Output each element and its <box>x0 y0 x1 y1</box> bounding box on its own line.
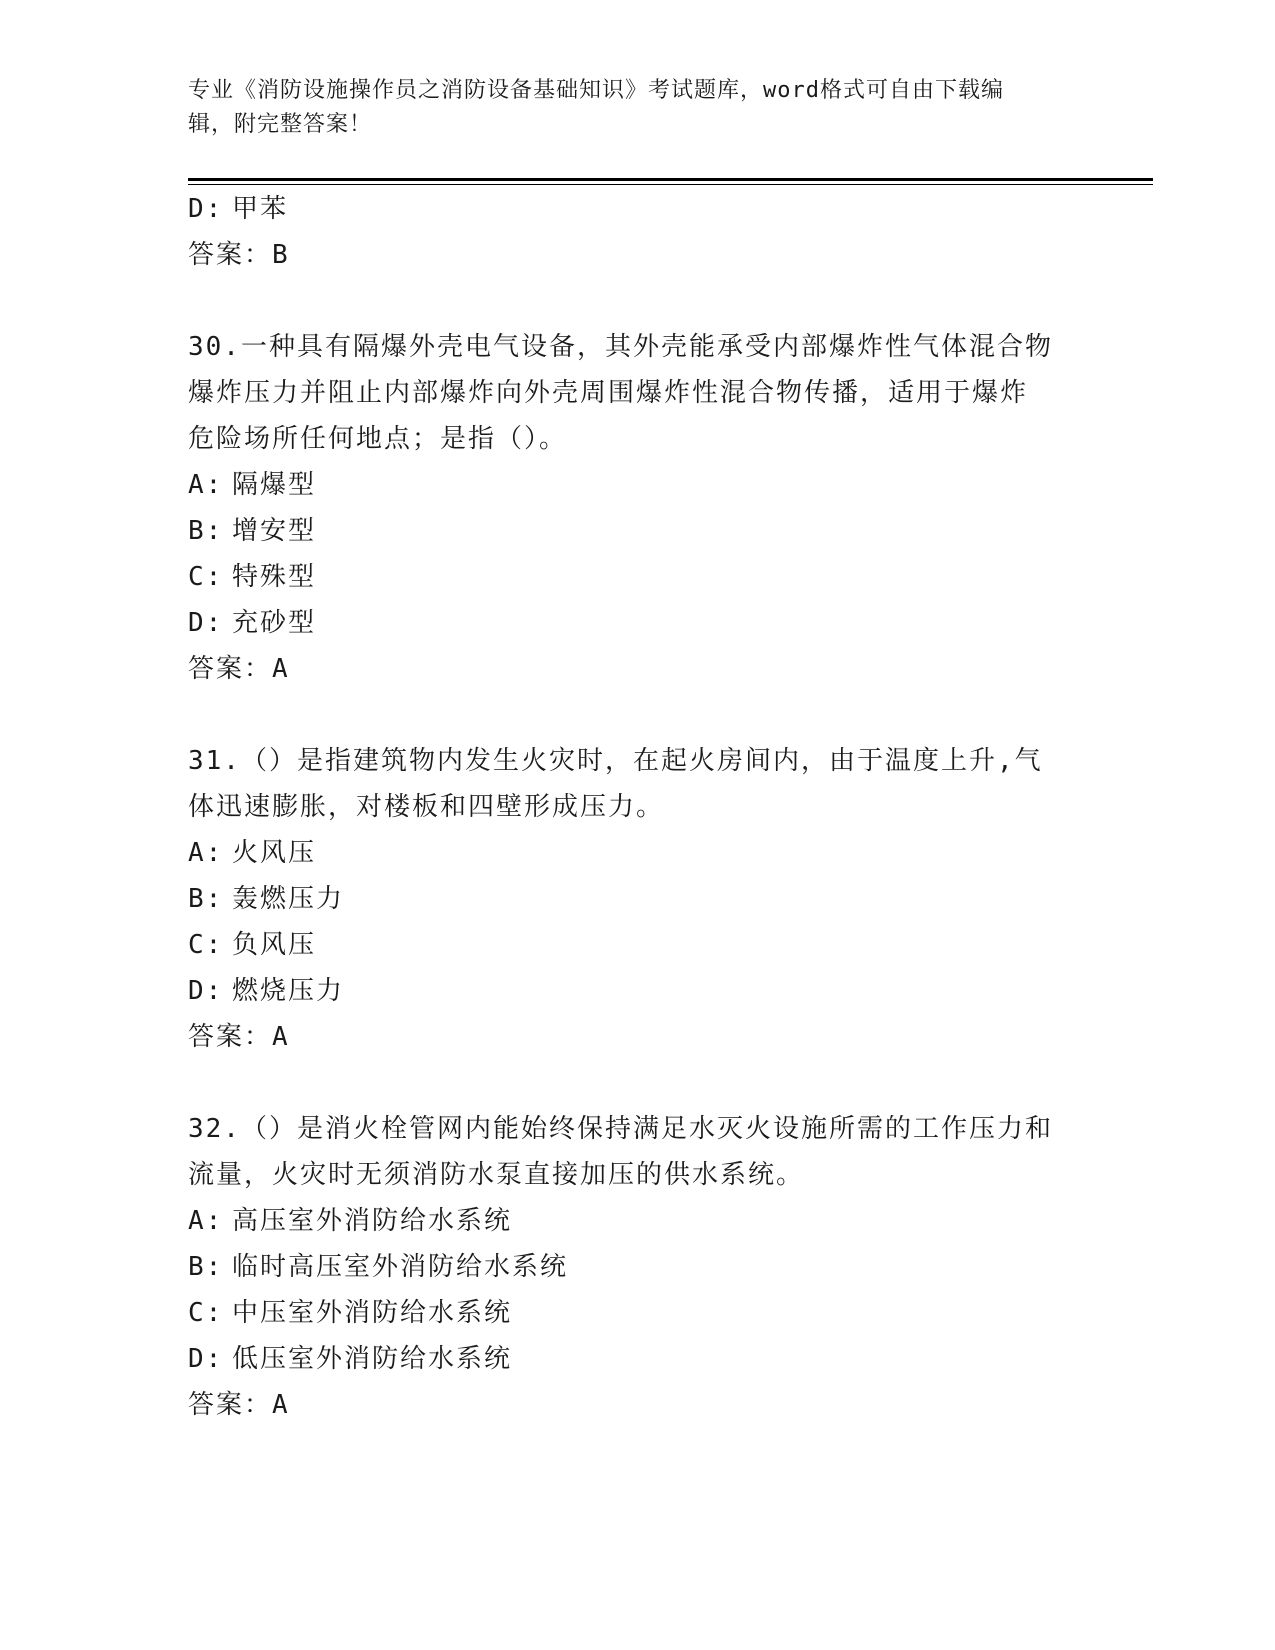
question-31-option-c <box>188 922 1088 968</box>
stem-line: 爆炸压力并阻止内部爆炸向外壳周围爆炸性混合物传播，适用于爆炸 <box>188 378 1029 408</box>
answer-value: B <box>272 240 290 270</box>
option-key: A: <box>188 838 224 868</box>
question-content <box>188 186 1088 1428</box>
option-text: 轰燃压力 <box>232 884 345 914</box>
answer-label: 答案： <box>188 240 273 270</box>
option-text: 燃烧压力 <box>232 976 345 1006</box>
question-32-stem <box>188 1106 1088 1198</box>
stem-line: 30.一种具有隔爆外壳电气设备，其外壳能承受内部爆炸性气体混合物 <box>188 332 1053 362</box>
question-30-stem <box>188 324 1088 462</box>
stem-line: 体迅速膨胀，对楼板和四壁形成压力。 <box>188 792 665 822</box>
question-31-option-a <box>188 830 1088 876</box>
question-31-option-b <box>188 876 1088 922</box>
question-32-answer <box>188 1382 1088 1428</box>
question-31-stem <box>188 738 1088 830</box>
question-32-option-b <box>188 1244 1088 1290</box>
header-rule-thick <box>188 178 1153 181</box>
option-key: A: <box>188 470 224 500</box>
header-rule-thin <box>188 184 1153 185</box>
answer-label: 答案： <box>188 654 273 684</box>
stem-line: 31.（）是指建筑物内发生火灾时，在起火房间内，由于温度上升,气 <box>188 746 1043 776</box>
option-text: 低压室外消防给水系统 <box>232 1344 513 1374</box>
question-31-option-d <box>188 968 1088 1014</box>
prev-option-d <box>188 186 1088 232</box>
option-key: D: <box>188 1344 224 1374</box>
option-text: 火风压 <box>232 838 317 868</box>
document-header <box>188 74 1088 142</box>
question-30-option-d <box>188 600 1088 646</box>
question-31-answer <box>188 1014 1088 1060</box>
option-text: 中压室外消防给水系统 <box>232 1298 513 1328</box>
question-30-option-b <box>188 508 1088 554</box>
stem-line: 流量，火灾时无须消防水泵直接加压的供水系统。 <box>188 1160 805 1190</box>
stem-line: 危险场所任何地点；是指（）。 <box>188 424 568 454</box>
question-32-option-c <box>188 1290 1088 1336</box>
option-key: D: <box>188 194 224 224</box>
answer-value: A <box>272 1390 290 1420</box>
answer-value: A <box>272 654 290 684</box>
header-line-1: 专业《消防设施操作员之消防设备基础知识》考试题库，word格式可自由下载编 <box>188 78 1004 103</box>
stem-line: 32.（）是消火栓管网内能始终保持满足水灭火设施所需的工作压力和 <box>188 1114 1053 1144</box>
question-30-option-a <box>188 462 1088 508</box>
answer-value: A <box>272 1022 290 1052</box>
answer-label: 答案： <box>188 1390 273 1420</box>
question-32-option-d <box>188 1336 1088 1382</box>
option-key: C: <box>188 562 224 592</box>
option-key: B: <box>188 884 224 914</box>
option-key: D: <box>188 976 224 1006</box>
option-text: 临时高压室外消防给水系统 <box>232 1252 569 1282</box>
option-key: D: <box>188 608 224 638</box>
question-30-answer <box>188 646 1088 692</box>
option-text: 增安型 <box>232 516 317 546</box>
option-text: 隔爆型 <box>232 470 317 500</box>
option-key: B: <box>188 1252 224 1282</box>
prev-answer <box>188 232 1088 278</box>
option-text: 甲苯 <box>232 194 289 224</box>
answer-label: 答案： <box>188 1022 273 1052</box>
option-text: 高压室外消防给水系统 <box>232 1206 513 1236</box>
option-key: B: <box>188 516 224 546</box>
header-line-2: 辑，附完整答案！ <box>188 112 373 137</box>
question-32-option-a <box>188 1198 1088 1244</box>
option-text: 负风压 <box>232 930 317 960</box>
option-text: 充砂型 <box>232 608 317 638</box>
option-text: 特殊型 <box>232 562 317 592</box>
option-key: A: <box>188 1206 224 1236</box>
option-key: C: <box>188 1298 224 1328</box>
option-key: C: <box>188 930 224 960</box>
question-30-option-c <box>188 554 1088 600</box>
